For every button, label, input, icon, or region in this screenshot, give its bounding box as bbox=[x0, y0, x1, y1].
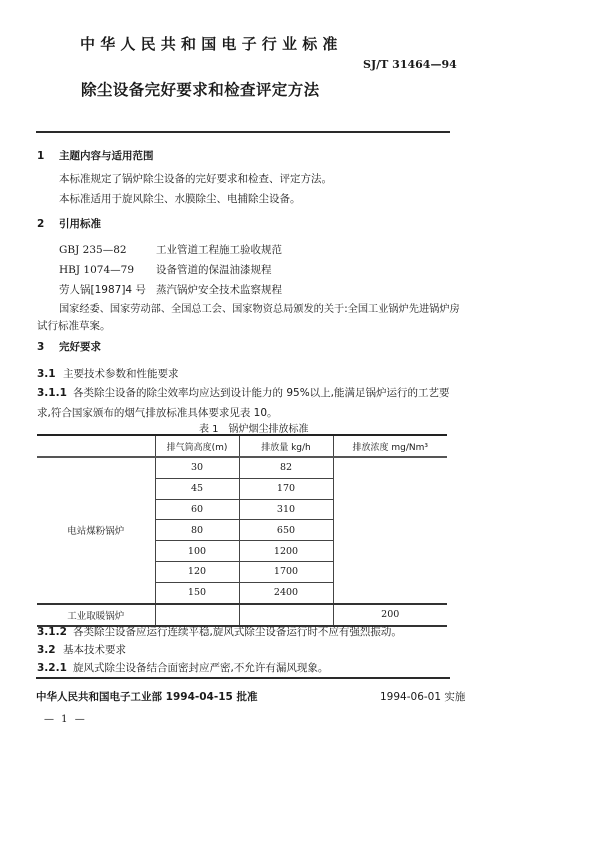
issuing-organization: 中华人民共和国电子行业标准 bbox=[80, 35, 343, 53]
height-cell bbox=[155, 604, 239, 626]
clause-3-2-1 bbox=[37, 660, 328, 675]
clause-number: 3.2.1 bbox=[37, 662, 67, 674]
section-1-paragraph: 本标准适用于旋风除尘、水膜除尘、电捕除尘设备。 bbox=[59, 193, 301, 205]
page-number: — 1 — bbox=[44, 714, 87, 725]
clause-text: 旋风式除尘设备结合面密封应严密,不允许有漏风现象。 bbox=[73, 662, 329, 674]
reference-item bbox=[59, 282, 282, 297]
header-cell-concentration: 排放浓度 mg/Nm³ bbox=[333, 435, 447, 457]
reference-code: HBJ 1074—79 bbox=[59, 264, 135, 276]
table-header-row bbox=[37, 435, 447, 457]
section-title: 主题内容与适用范围 bbox=[59, 150, 154, 162]
header-cell-height: 排气筒高度(m) bbox=[155, 435, 239, 457]
subsection-number: 3.2 bbox=[37, 644, 56, 656]
amount-cell: 2400 bbox=[239, 582, 333, 603]
clause-3-1-2 bbox=[37, 624, 402, 639]
table-caption: 表 1 锅炉烟尘排放标准 bbox=[199, 424, 309, 435]
footer-divider bbox=[36, 677, 450, 679]
reference-title: 设备管道的保温油漆规程 bbox=[156, 264, 272, 276]
reference-note: 国家经委、国家劳动部、全国总工会、国家物资总局颁发的关于:全国工业锅炉先进锅炉房 bbox=[59, 304, 460, 315]
table-row bbox=[37, 604, 447, 626]
amount-cell: 1700 bbox=[239, 561, 333, 582]
category-cell: 工业取暖锅炉 bbox=[37, 604, 155, 626]
clause-number: 3.1.1 bbox=[37, 387, 67, 399]
amount-cell: 170 bbox=[239, 478, 333, 499]
subsection-3-2-heading bbox=[37, 642, 126, 657]
height-cell: 80 bbox=[155, 520, 239, 541]
emission-standards-table bbox=[37, 434, 447, 627]
section-3-heading bbox=[37, 339, 101, 354]
effective-date: 1994-06-01 实施 bbox=[380, 691, 466, 703]
table-row bbox=[37, 457, 447, 478]
reference-title: 工业管道工程施工验收规范 bbox=[156, 244, 282, 256]
reference-item bbox=[59, 242, 282, 257]
amount-cell: 310 bbox=[239, 499, 333, 520]
concentration-cell: 200 bbox=[333, 604, 447, 626]
section-number: 1 bbox=[37, 150, 45, 162]
approval-statement: 中华人民共和国电子工业部 1994-04-15 批准 bbox=[36, 691, 258, 703]
header-cell-category bbox=[37, 435, 155, 457]
subsection-3-1-heading bbox=[37, 366, 179, 381]
reference-title: 蒸汽锅炉安全技术监察规程 bbox=[156, 284, 282, 296]
subsection-title: 基本技术要求 bbox=[63, 644, 126, 656]
section-1-heading bbox=[37, 148, 154, 163]
category-cell: 电站煤粉锅炉 bbox=[67, 526, 125, 538]
section-1-paragraph: 本标准规定了锅炉除尘设备的完好要求和检查、评定方法。 bbox=[59, 173, 332, 185]
header-cell-amount: 排放量 kg/h bbox=[239, 435, 333, 457]
section-2-heading bbox=[37, 216, 101, 231]
reference-note-continued: 试行标准草案。 bbox=[37, 320, 111, 332]
amount-cell: 82 bbox=[239, 457, 333, 478]
height-cell: 60 bbox=[155, 499, 239, 520]
height-cell: 120 bbox=[155, 561, 239, 582]
concentration-cell-empty bbox=[333, 457, 447, 604]
amount-cell bbox=[239, 604, 333, 626]
height-cell: 45 bbox=[155, 478, 239, 499]
reference-code: 劳人锅[1987]4 号 bbox=[59, 284, 146, 296]
height-cell: 100 bbox=[155, 541, 239, 562]
section-title: 引用标准 bbox=[59, 218, 101, 230]
clause-3-1-1-continued: 求,符合国家颁布的烟气排放标准具体要求见表 10。 bbox=[37, 407, 278, 419]
height-cell: 30 bbox=[155, 457, 239, 478]
standard-code: SJ/T 31464—94 bbox=[363, 58, 457, 71]
amount-cell: 1200 bbox=[239, 541, 333, 562]
clause-text: 各类除尘设备应运行连续平稳,旋风式除尘设备运行时不应有强烈振动。 bbox=[73, 626, 402, 638]
amount-cell: 650 bbox=[239, 520, 333, 541]
section-number: 2 bbox=[37, 218, 45, 230]
clause-text: 各类除尘设备的除尘效率均应达到设计能力的 95%以上,能满足锅炉运行的工艺要 bbox=[73, 387, 450, 399]
section-title: 完好要求 bbox=[59, 341, 101, 353]
height-cell: 150 bbox=[155, 582, 239, 603]
clause-3-1-1 bbox=[37, 385, 450, 400]
section-number: 3 bbox=[37, 341, 45, 353]
subsection-number: 3.1 bbox=[37, 368, 56, 380]
header-divider bbox=[36, 131, 450, 133]
subsection-title: 主要技术参数和性能要求 bbox=[63, 368, 179, 380]
clause-number: 3.1.2 bbox=[37, 626, 67, 638]
reference-item bbox=[59, 262, 272, 277]
document-title: 除尘设备完好要求和检查评定方法 bbox=[81, 81, 320, 99]
reference-code: GBJ 235—82 bbox=[59, 244, 127, 256]
